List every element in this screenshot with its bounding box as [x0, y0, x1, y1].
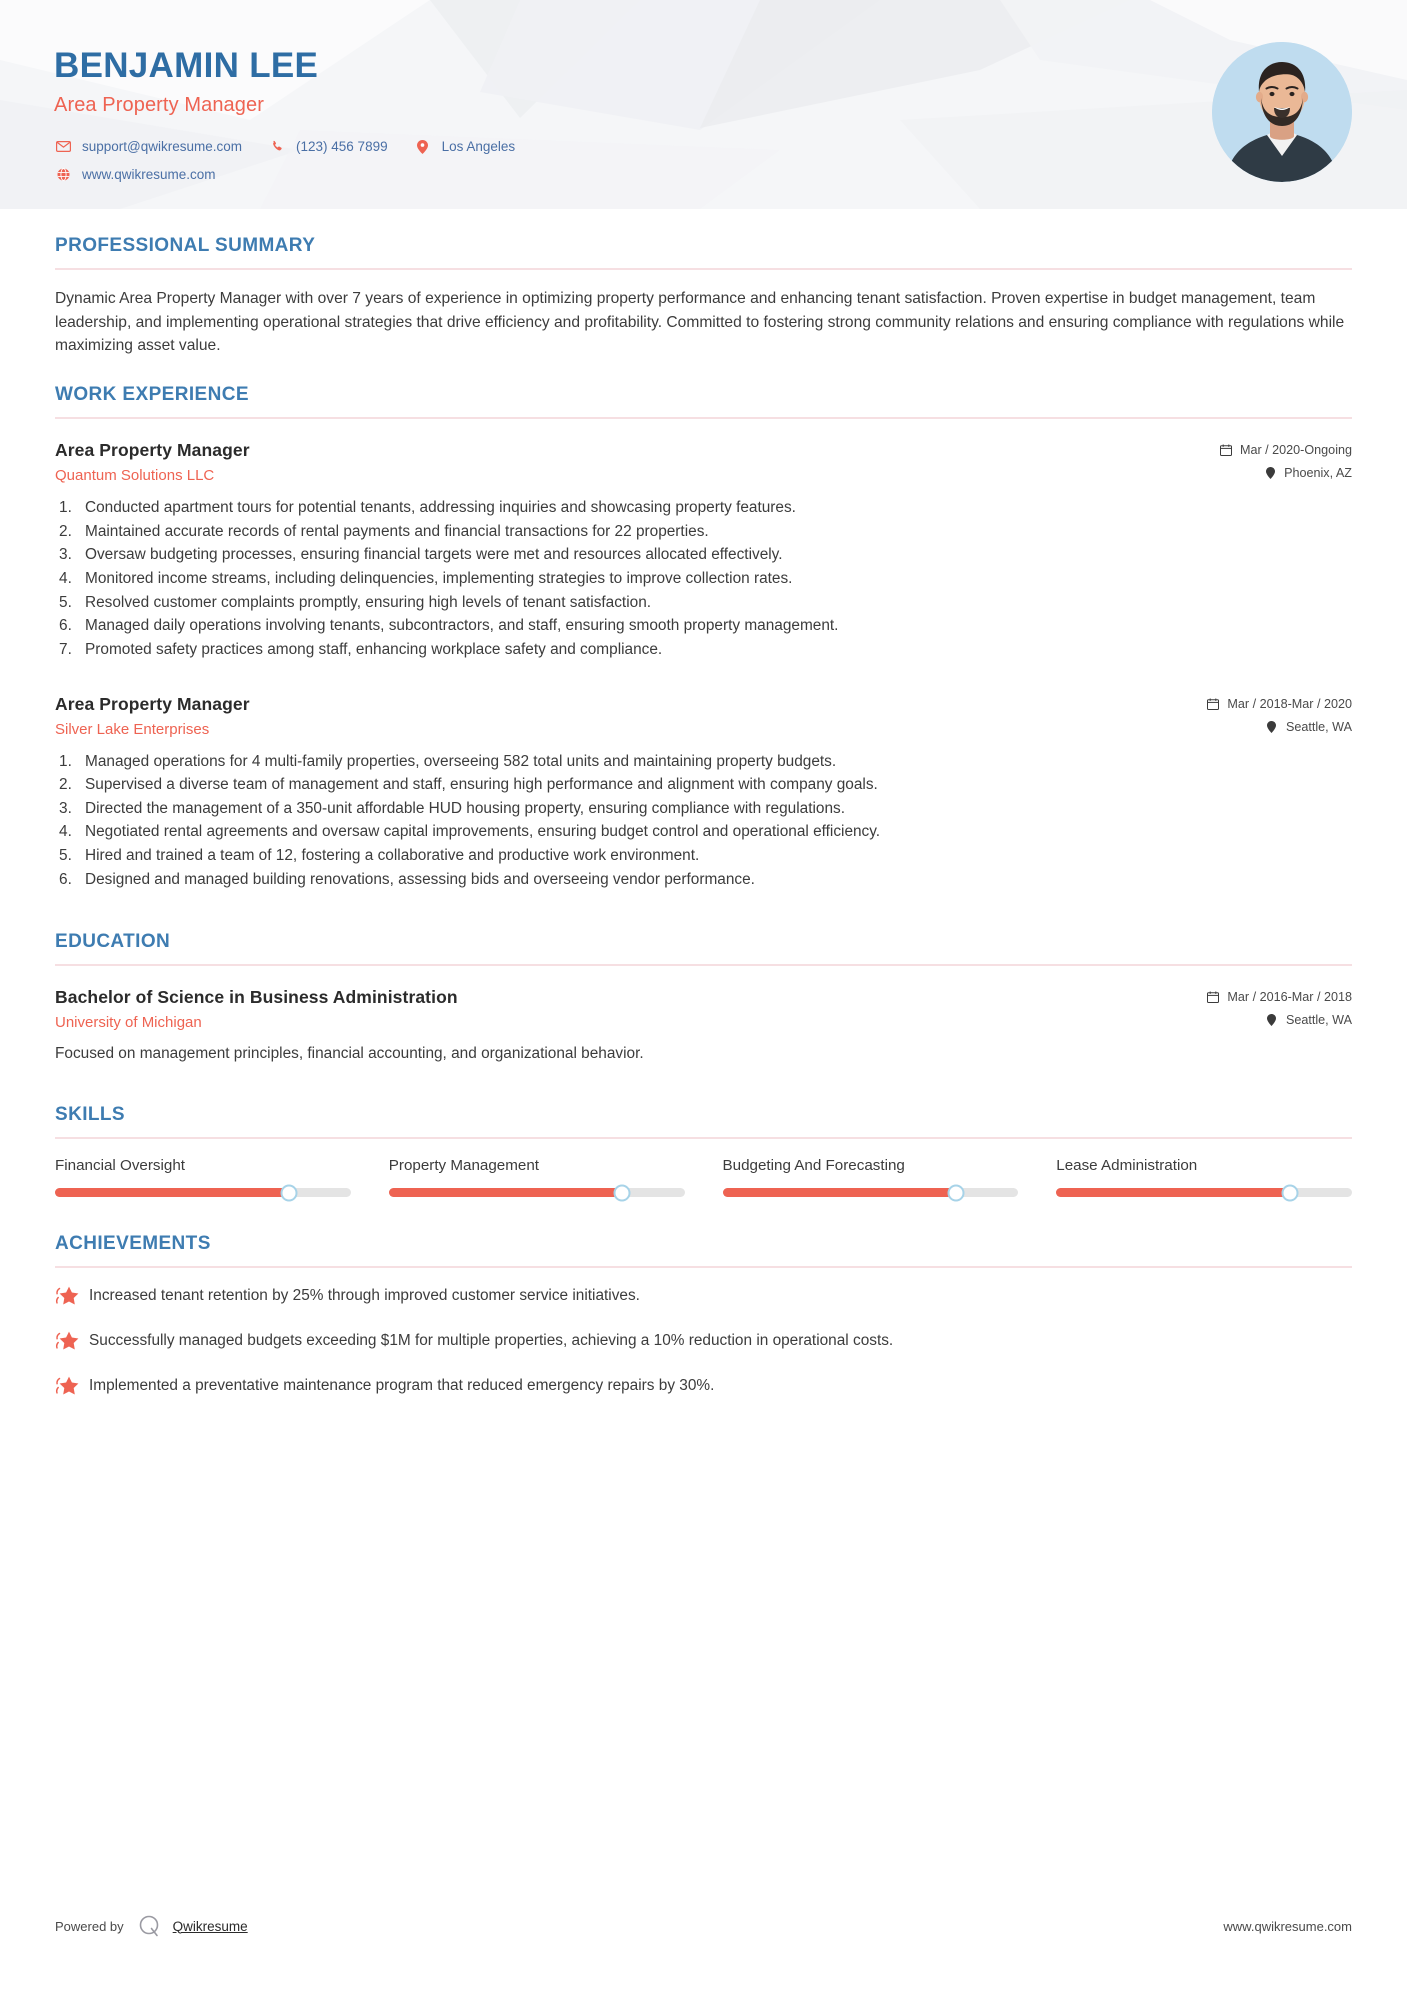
- job-bullet: Promoted safety practices among staff, enhancing workplace safety and compliance.: [85, 640, 663, 658]
- education-entry-left: [55, 987, 1206, 1031]
- education-location-text: Seattle, WA: [1285, 1013, 1352, 1028]
- achievement-text: Increased tenant retention by 25% through improved customer service initiatives.: [89, 1287, 640, 1305]
- achievement-item: [55, 1284, 1352, 1308]
- job-bullet: Oversaw budgeting processes, ensuring financial targets were met and resources allocated effectively.: [85, 546, 783, 564]
- avatar: [1212, 42, 1352, 182]
- skill-bar-fill: [389, 1188, 623, 1197]
- contact-details: [54, 138, 1407, 184]
- skill-bar[interactable]: [389, 1188, 685, 1197]
- section-work-experience: [55, 384, 1352, 891]
- education-location: [1206, 1013, 1352, 1027]
- contact-website-text: www.qwikresume.com: [82, 167, 216, 183]
- job-bullet: Managed operations for 4 multi-family properties, overseeing 582 total units and maintaining property budgets.: [85, 752, 837, 770]
- skills-grid: [55, 1157, 1352, 1197]
- job-bullets: [55, 497, 1352, 661]
- skill-bar[interactable]: [723, 1188, 1019, 1197]
- resume-header: [0, 0, 1407, 209]
- work-entry: [55, 694, 1352, 892]
- resume-footer: [55, 1914, 1352, 1938]
- calendar-icon: [1219, 444, 1233, 456]
- skill-label: Property Management: [388, 1157, 540, 1175]
- section-skills: [55, 1104, 1352, 1197]
- job-bullet: Maintained accurate records of rental payments and financial transactions for 22 properties.: [85, 522, 709, 540]
- company-name: Quantum Solutions LLC: [55, 467, 215, 485]
- work-entry-header: [55, 440, 1352, 484]
- work-entry-left: [55, 694, 1206, 738]
- contact-email[interactable]: [54, 139, 242, 155]
- powered-by-label: Powered by: [55, 1918, 124, 1934]
- section-divider: [55, 1137, 1352, 1139]
- qwikresume-logo-icon: [138, 1914, 162, 1938]
- globe-icon: [54, 167, 72, 183]
- skill-item: [55, 1157, 389, 1197]
- phone-icon: [268, 139, 286, 155]
- section-divider: [55, 1266, 1352, 1268]
- section-divider: [55, 268, 1352, 270]
- map-pin-icon: [1265, 1014, 1279, 1026]
- star-icon: [55, 1284, 89, 1308]
- section-education: [55, 931, 1352, 1066]
- job-bullet: Resolved customer complaints promptly, ensuring high levels of tenant satisfaction.: [85, 593, 652, 611]
- job-location: [1219, 466, 1352, 480]
- job-dates-text: Mar / 2018-Mar / 2020: [1227, 696, 1352, 711]
- star-icon: [55, 1374, 89, 1398]
- contact-phone[interactable]: [268, 139, 388, 155]
- star-icon: [55, 1329, 89, 1353]
- calendar-icon: [1206, 991, 1220, 1003]
- section-title-achievements: ACHIEVEMENTS: [55, 1233, 211, 1255]
- education-entry-meta: [1206, 987, 1352, 1027]
- contact-phone-text: (123) 456 7899: [296, 139, 388, 155]
- job-bullet: Supervised a diverse team of management and staff, ensuring high performance and alignment with company goals.: [85, 776, 878, 794]
- skill-bar-knob[interactable]: [280, 1184, 297, 1201]
- company-name: Silver Lake Enterprises: [55, 720, 210, 738]
- work-entry-header: [55, 694, 1352, 738]
- avatar-photo: [1212, 42, 1352, 182]
- education-entry: [55, 987, 1352, 1066]
- contact-row-secondary: [54, 166, 1407, 184]
- skill-label: Financial Oversight: [55, 1157, 185, 1175]
- education-description: Focused on management principles, financial accounting, and organizational behavior.: [55, 1045, 644, 1063]
- skill-item: [389, 1157, 723, 1197]
- contact-website[interactable]: [54, 167, 216, 183]
- map-pin-icon: [1263, 467, 1277, 479]
- resume-body: [0, 235, 1407, 1398]
- job-title: Area Property Manager: [55, 440, 250, 461]
- contact-row-primary: [54, 138, 1407, 156]
- job-title: Area Property Manager: [55, 693, 250, 714]
- skill-bar-fill: [55, 1188, 289, 1197]
- work-entry-left: [55, 440, 1219, 484]
- section-divider: [55, 417, 1352, 419]
- job-location-text: Seattle, WA: [1285, 719, 1352, 734]
- footer-website[interactable]: www.qwikresume.com: [1223, 1918, 1352, 1934]
- summary-text: Dynamic Area Property Manager with over 7 years of experience in optimizing property performance and enhancing tenant satisfaction. Proven expertise in budget management, team leadership, and implementing operational strategies that drive efficiency and profitability. Committed to fostering strong community relations and ensuring compliance with regulations while maximizing asset value.: [55, 290, 1345, 355]
- achievement-text: Implemented a preventative maintenance program that reduced emergency repairs by 30%.: [89, 1377, 715, 1395]
- job-bullet: Monitored income streams, including delinquencies, implementing strategies to improve collection rates.: [85, 569, 793, 587]
- skill-label: Lease Administration: [1056, 1157, 1198, 1175]
- job-bullet: Designed and managed building renovations, assessing bids and overseeing vendor performance.: [85, 870, 755, 888]
- map-pin-icon: [1265, 721, 1279, 733]
- contact-email-text: support@qwikresume.com: [82, 139, 243, 155]
- job-bullet: Managed daily operations involving tenants, subcontractors, and staff, ensuring smooth property management.: [85, 617, 839, 635]
- education-dates: [1206, 990, 1352, 1004]
- job-dates: [1219, 443, 1352, 457]
- work-entry-meta: [1206, 694, 1352, 734]
- skill-bar[interactable]: [1056, 1188, 1352, 1197]
- skill-bar-fill: [1056, 1188, 1290, 1197]
- footer-powered-by: [55, 1914, 248, 1938]
- job-location: [1206, 720, 1352, 734]
- calendar-icon: [1206, 698, 1220, 710]
- education-entry-header: [55, 987, 1352, 1031]
- skill-bar-knob[interactable]: [948, 1184, 965, 1201]
- achievement-item: [55, 1374, 1352, 1398]
- skill-label: Budgeting And Forecasting: [722, 1157, 905, 1175]
- section-title-education: EDUCATION: [55, 931, 171, 953]
- job-bullet: Hired and trained a team of 12, fostering a collaborative and productive work environment.: [85, 847, 700, 865]
- contact-location: [414, 139, 516, 155]
- achievement-item: [55, 1329, 1352, 1353]
- section-title-work: WORK EXPERIENCE: [55, 384, 249, 406]
- section-professional-summary: [55, 235, 1352, 358]
- section-title-skills: SKILLS: [55, 1104, 125, 1126]
- education-dates-text: Mar / 2016-Mar / 2018: [1227, 990, 1352, 1005]
- work-entry: [55, 440, 1352, 661]
- section-achievements: [55, 1233, 1352, 1398]
- job-dates: [1206, 697, 1352, 711]
- school-name: University of Michigan: [55, 1014, 202, 1032]
- map-pin-icon: [414, 139, 432, 155]
- email-icon: [54, 139, 72, 155]
- skill-bar-fill: [723, 1188, 957, 1197]
- skill-bar-knob[interactable]: [614, 1184, 631, 1201]
- job-bullets: [55, 751, 1352, 892]
- skill-bar[interactable]: [55, 1188, 351, 1197]
- job-location-text: Phoenix, AZ: [1284, 466, 1352, 481]
- section-divider: [55, 964, 1352, 966]
- skill-bar-knob[interactable]: [1281, 1184, 1298, 1201]
- skill-item: [1056, 1157, 1352, 1197]
- candidate-name: BENJAMIN LEE: [54, 46, 319, 85]
- skill-item: [723, 1157, 1057, 1197]
- achievements-list: [55, 1284, 1352, 1398]
- job-bullet: Directed the management of a 350-unit affordable HUD housing property, ensuring compliance with regulations.: [85, 799, 845, 817]
- job-dates-text: Mar / 2020-Ongoing: [1239, 443, 1352, 458]
- job-bullet: Conducted apartment tours for potential tenants, addressing inquiries and showcasing property features.: [85, 499, 796, 517]
- job-bullet: Negotiated rental agreements and oversaw capital improvements, ensuring budget control and operational efficiency.: [85, 823, 881, 841]
- section-title-summary: PROFESSIONAL SUMMARY: [55, 235, 316, 256]
- candidate-role: Area Property Manager: [54, 93, 264, 116]
- achievement-text: Successfully managed budgets exceeding $1M for multiple properties, achieving a 10% reduction in operational costs.: [89, 1332, 894, 1350]
- contact-location-text: Los Angeles: [441, 139, 516, 155]
- work-entry-meta: [1219, 440, 1352, 480]
- degree-title: Bachelor of Science in Business Administration: [55, 987, 458, 1008]
- qwikresume-brand-link[interactable]: Qwikresume: [172, 1918, 248, 1934]
